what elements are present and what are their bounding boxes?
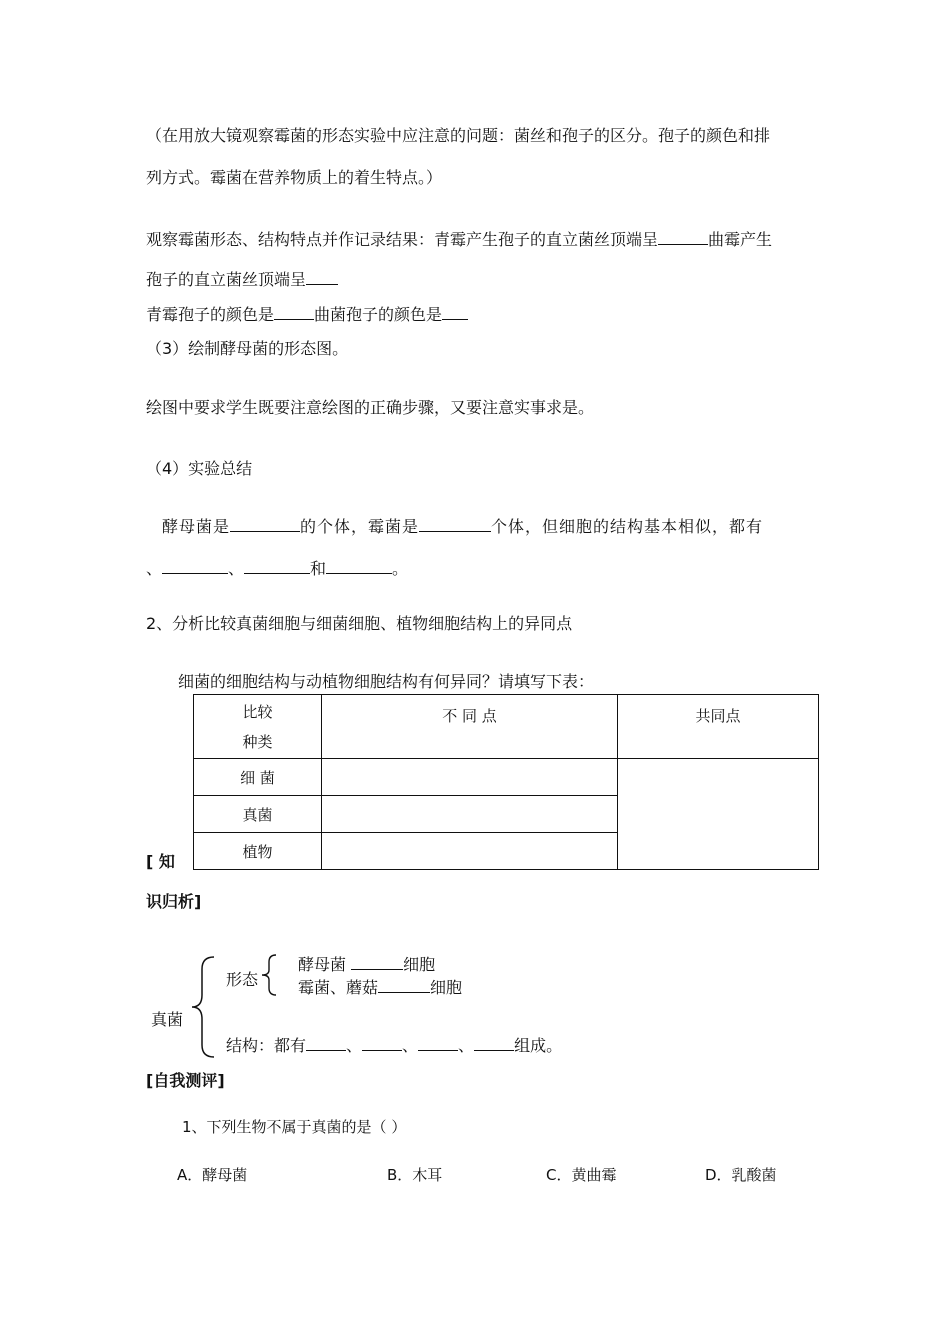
- structure-sep: 、: [458, 1036, 475, 1055]
- observe-text-d: 青霉孢子的颜色是: [146, 305, 275, 324]
- knowledge-heading-b: 识归析]: [146, 892, 202, 911]
- summary-line-2: [146, 557, 408, 579]
- observe-line-1: [146, 228, 772, 250]
- selftest-heading: [自我测评]: [146, 1071, 225, 1090]
- table-row-label: 真菌: [194, 796, 322, 833]
- table-cell-input[interactable]: [322, 796, 618, 833]
- structure-sep: 、: [346, 1036, 363, 1055]
- header-compare: 比较: [242, 702, 273, 721]
- small-brace-icon: [260, 953, 278, 997]
- summary-text: 和: [310, 559, 327, 578]
- question-1: 1、下列生物不属于真菌的是（ ）: [182, 1118, 407, 1136]
- option-c[interactable]: C．黄曲霉: [546, 1166, 617, 1184]
- diagram-structure: [226, 1034, 562, 1056]
- diagram-root: 真菌: [151, 1010, 184, 1029]
- step3-text: 绘图中要求学生既要注意绘图的正确步骤，又要注意实事求是。: [146, 398, 595, 417]
- table-prompt: 细菌的细胞结构与动植物细胞结构有何异同？请填写下表：: [178, 672, 595, 691]
- fill-blank[interactable]: [442, 303, 468, 320]
- header-kind: 种类: [242, 732, 273, 751]
- observe-text-e: 曲菌孢子的颜色是: [314, 305, 443, 324]
- diagram-mold: [298, 976, 462, 998]
- observe-text-b: 曲霉产生: [708, 230, 773, 249]
- table-header-category: [194, 695, 322, 759]
- observe-line-2: [146, 268, 338, 290]
- table-cell-input[interactable]: [322, 833, 618, 870]
- summary-text: 酵母菌是: [162, 517, 231, 536]
- option-b[interactable]: B．木耳: [387, 1166, 443, 1184]
- fill-blank[interactable]: [378, 976, 430, 993]
- fill-blank[interactable]: [351, 953, 403, 970]
- fill-blank[interactable]: [419, 515, 491, 532]
- yeast-text: 酵母菌: [298, 955, 347, 974]
- structure-text: 结构：都有: [226, 1036, 307, 1055]
- fill-blank[interactable]: [326, 557, 392, 574]
- step4-heading: （4）实验总结: [146, 459, 253, 478]
- fill-blank[interactable]: [244, 557, 310, 574]
- summary-line-1: [162, 515, 763, 537]
- summary-text: 。: [392, 559, 409, 578]
- fill-blank[interactable]: [306, 1034, 346, 1051]
- table-header-differences: 不 同 点: [322, 695, 618, 759]
- summary-text: 、: [146, 559, 163, 578]
- fill-blank[interactable]: [362, 1034, 402, 1051]
- fill-blank[interactable]: [274, 303, 314, 320]
- yeast-cell-text: 细胞: [403, 955, 436, 974]
- fill-blank[interactable]: [418, 1034, 458, 1051]
- knowledge-heading-a: [ 知: [146, 852, 175, 871]
- section2-heading: 2、分析比较真菌细胞与细菌细胞、植物细胞结构上的异同点: [146, 614, 573, 633]
- observe-line-3: [146, 303, 468, 325]
- option-d[interactable]: D．乳酸菌: [705, 1166, 777, 1184]
- structure-end: 组成。: [514, 1036, 563, 1055]
- structure-sep: 、: [402, 1036, 419, 1055]
- big-brace-icon: [190, 955, 218, 1059]
- table-row-label: 植物: [194, 833, 322, 870]
- note-line-2: 列方式。霉菌在营养物质上的着生特点。）: [146, 168, 443, 187]
- diagram-yeast: [298, 953, 435, 975]
- summary-text: 、: [228, 559, 245, 578]
- fill-blank[interactable]: [306, 268, 338, 285]
- table-cell-input[interactable]: [322, 759, 618, 796]
- table-row-label: 细 菌: [194, 759, 322, 796]
- summary-text: 的个体，霉菌是: [300, 517, 420, 536]
- observe-text-a: 观察霉菌形态、结构特点并作记录结果：青霉产生孢子的直立菌丝顶端呈: [146, 230, 659, 249]
- table-cell-input[interactable]: [618, 759, 819, 870]
- fill-blank[interactable]: [474, 1034, 514, 1051]
- comparison-table: [193, 694, 819, 870]
- table-header-common: 共同点: [618, 695, 819, 759]
- fill-blank[interactable]: [162, 557, 228, 574]
- option-a[interactable]: A．酵母菌: [177, 1166, 248, 1184]
- note-line-1: （在用放大镜观察霉菌的形态实验中应注意的问题：菌丝和孢子的区分。孢子的颜色和排: [146, 126, 771, 145]
- fill-blank[interactable]: [658, 228, 708, 245]
- mold-text: 霉菌、蘑菇: [298, 978, 379, 997]
- observe-text-c: 孢子的直立菌丝顶端呈: [146, 270, 307, 289]
- step3-heading: （3）绘制酵母菌的形态图。: [146, 339, 349, 358]
- diagram-shape-label: 形态: [226, 970, 259, 989]
- fill-blank[interactable]: [230, 515, 300, 532]
- mold-cell-text: 细胞: [430, 978, 463, 997]
- summary-text: 个体，但细胞的结构基本相似，都有: [491, 517, 764, 536]
